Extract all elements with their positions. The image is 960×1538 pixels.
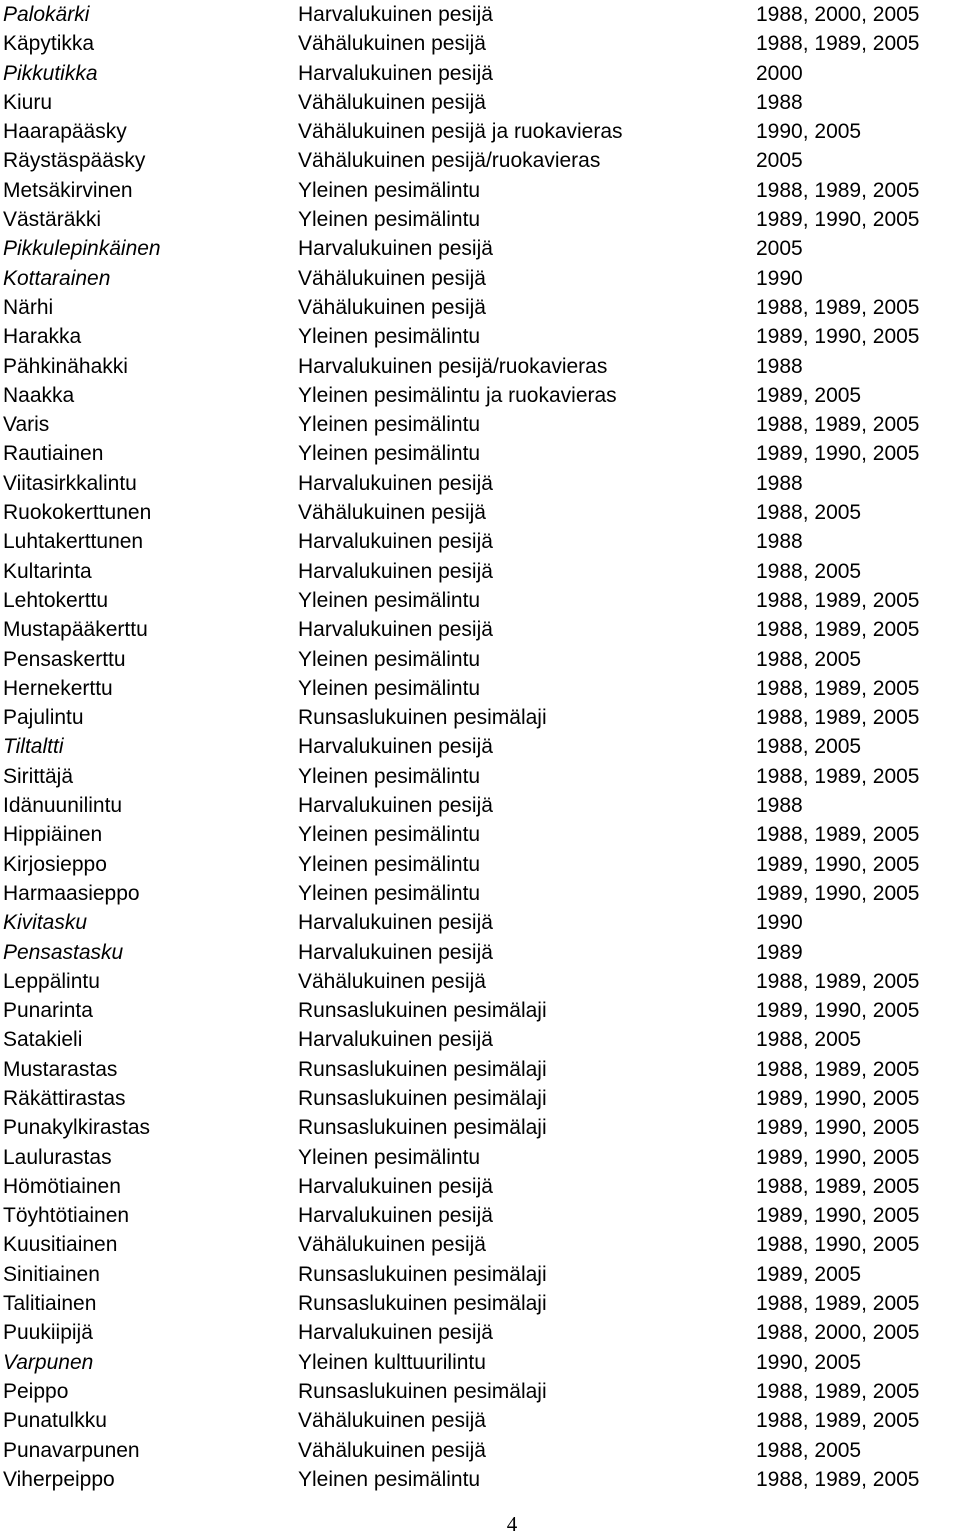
breeding-status: Yleinen pesimälintu <box>298 823 481 847</box>
species-name: Sinitiainen <box>3 1262 100 1286</box>
observation-years: 1990 <box>756 911 803 935</box>
observation-years: 2005 <box>756 237 803 261</box>
breeding-status: Harvalukuinen pesijä <box>298 237 493 261</box>
table-row <box>3 1465 958 1494</box>
page-number: 4 <box>506 1512 518 1536</box>
breeding-status: Harvalukuinen pesijä <box>298 471 493 495</box>
table-row <box>3 732 958 761</box>
species-name: Kottarainen <box>3 266 111 290</box>
species-name: Satakieli <box>3 1028 83 1052</box>
observation-years: 1988, 1989, 2005 <box>756 676 920 700</box>
table-row <box>3 439 958 468</box>
species-name: Talitiainen <box>3 1292 97 1316</box>
species-name: Naakka <box>3 383 75 407</box>
observation-years: 1988, 2005 <box>756 1028 862 1052</box>
breeding-status: Yleinen pesimälintu <box>298 1467 481 1491</box>
observation-years: 1989, 1990, 2005 <box>756 208 920 232</box>
table-row <box>3 908 958 937</box>
breeding-status: Vähälukuinen pesijä <box>298 90 486 114</box>
breeding-status: Runsaslukuinen pesimälaji <box>298 1086 547 1110</box>
species-name: Punarinta <box>3 999 93 1023</box>
table-row <box>3 1230 958 1259</box>
breeding-status: Yleinen pesimälintu <box>298 325 481 349</box>
table-row <box>3 1289 958 1318</box>
species-name: Viitasirkkalintu <box>3 471 137 495</box>
observation-years: 1988, 1989, 2005 <box>756 413 920 437</box>
breeding-status: Yleinen pesimälintu ja ruokavieras <box>298 383 617 407</box>
species-name: Pensastasku <box>3 940 124 964</box>
species-name: Punakylkirastas <box>3 1116 151 1140</box>
table-row <box>3 615 958 644</box>
species-name: Mustapääkerttu <box>3 618 148 642</box>
species-name: Pähkinähakki <box>3 354 128 378</box>
observation-years: 1989, 1990, 2005 <box>756 1145 920 1169</box>
breeding-status: Harvalukuinen pesijä <box>298 1204 493 1228</box>
breeding-status: Harvalukuinen pesijä <box>298 618 493 642</box>
species-name: Varis <box>3 413 50 437</box>
breeding-status: Harvalukuinen pesijä/ruokavieras <box>298 354 608 378</box>
species-name: Metsäkirvinen <box>3 178 133 202</box>
species-name: Hömötiainen <box>3 1174 121 1198</box>
table-row <box>3 498 958 527</box>
observation-years: 1989, 1990, 2005 <box>756 1116 920 1140</box>
observation-years: 1988, 2005 <box>756 501 862 525</box>
species-name: Varpunen <box>3 1350 94 1374</box>
observation-years: 1989, 1990, 2005 <box>756 1204 920 1228</box>
observation-years: 1988, 2000, 2005 <box>756 1321 920 1345</box>
table-row <box>3 820 958 849</box>
breeding-status: Harvalukuinen pesijä <box>298 530 493 554</box>
table-row <box>3 29 958 58</box>
species-name: Tiltaltti <box>3 735 64 759</box>
observation-years: 1988, 1989, 2005 <box>756 1057 920 1081</box>
breeding-status: Yleinen kulttuurilintu <box>298 1350 486 1374</box>
observation-years: 1988, 2000, 2005 <box>756 3 920 26</box>
table-row <box>3 791 958 820</box>
species-name: Haarapääsky <box>3 120 127 144</box>
breeding-status: Harvalukuinen pesijä <box>298 940 493 964</box>
breeding-status: Runsaslukuinen pesimälaji <box>298 1116 547 1140</box>
breeding-status: Runsaslukuinen pesimälaji <box>298 1057 547 1081</box>
breeding-status: Yleinen pesimälintu <box>298 676 481 700</box>
observation-years: 1989, 1990, 2005 <box>756 1086 920 1110</box>
observation-years: 1989, 1990, 2005 <box>756 881 920 905</box>
species-name: Rautiainen <box>3 442 104 466</box>
observation-years: 1988, 2005 <box>756 647 862 671</box>
observation-years: 1988, 2005 <box>756 1438 862 1462</box>
table-row <box>3 850 958 879</box>
species-name: Hernekerttu <box>3 676 113 700</box>
breeding-status: Vähälukuinen pesijä <box>298 501 486 525</box>
species-name: Kiuru <box>3 90 53 114</box>
observation-years: 1989 <box>756 940 803 964</box>
species-name: Töyhtötiainen <box>3 1204 130 1228</box>
breeding-status: Yleinen pesimälintu <box>298 178 481 202</box>
table-row <box>3 1143 958 1172</box>
breeding-status: Yleinen pesimälintu <box>298 881 481 905</box>
observation-years: 1988, 1989, 2005 <box>756 1409 920 1433</box>
observation-years: 1988, 1989, 2005 <box>756 1292 920 1316</box>
table-row <box>3 59 958 88</box>
species-name: Sirittäjä <box>3 764 74 788</box>
species-name: Punavarpunen <box>3 1438 140 1462</box>
table-row <box>3 557 958 586</box>
table-row <box>3 1084 958 1113</box>
species-name: Harmaasieppo <box>3 881 140 905</box>
breeding-status: Vähälukuinen pesijä ja ruokavieras <box>298 120 623 144</box>
table-row <box>3 938 958 967</box>
species-table <box>3 0 958 1494</box>
observation-years: 1989, 2005 <box>756 383 862 407</box>
table-row <box>3 264 958 293</box>
species-name: Punatulkku <box>3 1409 107 1433</box>
observation-years: 1988, 1989, 2005 <box>756 618 920 642</box>
observation-years: 1989, 1990, 2005 <box>756 442 920 466</box>
breeding-status: Runsaslukuinen pesimälaji <box>298 999 547 1023</box>
species-name: Ruokokerttunen <box>3 501 152 525</box>
observation-years: 1988 <box>756 530 803 554</box>
breeding-status: Yleinen pesimälintu <box>298 852 481 876</box>
species-name: Närhi <box>3 295 54 319</box>
species-name: Pensaskerttu <box>3 647 126 671</box>
observation-years: 1990 <box>756 266 803 290</box>
species-name: Viherpeippo <box>3 1467 115 1491</box>
species-name: Mustarastas <box>3 1057 118 1081</box>
table-row <box>3 879 958 908</box>
species-name: Lehtokerttu <box>3 588 109 612</box>
observation-years: 1989, 1990, 2005 <box>756 999 920 1023</box>
observation-years: 1988, 1989, 2005 <box>756 764 920 788</box>
species-name: Puukiipijä <box>3 1321 93 1345</box>
observation-years: 1988, 1989, 2005 <box>756 178 920 202</box>
observation-years: 1988, 1989, 2005 <box>756 1174 920 1198</box>
species-name: Idänuunilintu <box>3 794 123 818</box>
observation-years: 1990, 2005 <box>756 1350 862 1374</box>
observation-years: 1988 <box>756 794 803 818</box>
table-row <box>3 1348 958 1377</box>
table-row <box>3 410 958 439</box>
species-name: Pajulintu <box>3 706 84 730</box>
observation-years: 1988, 1989, 2005 <box>756 588 920 612</box>
species-name: Palokärki <box>3 3 90 26</box>
table-row <box>3 1025 958 1054</box>
table-row <box>3 674 958 703</box>
observation-years: 1988, 1989, 2005 <box>756 1467 920 1491</box>
species-name: Hippiäinen <box>3 823 103 847</box>
observation-years: 1988 <box>756 354 803 378</box>
observation-years: 1989, 1990, 2005 <box>756 852 920 876</box>
breeding-status: Vähälukuinen pesijä <box>298 32 486 56</box>
table-row <box>3 117 958 146</box>
breeding-status: Harvalukuinen pesijä <box>298 911 493 935</box>
breeding-status: Runsaslukuinen pesimälaji <box>298 706 547 730</box>
breeding-status: Harvalukuinen pesijä <box>298 1028 493 1052</box>
table-row <box>3 322 958 351</box>
breeding-status: Yleinen pesimälintu <box>298 764 481 788</box>
table-row <box>3 1172 958 1201</box>
species-name: Västäräkki <box>3 208 102 232</box>
species-name: Kivitasku <box>3 911 88 935</box>
breeding-status: Runsaslukuinen pesimälaji <box>298 1262 547 1286</box>
table-row <box>3 0 958 29</box>
breeding-status: Yleinen pesimälintu <box>298 413 481 437</box>
observation-years: 1988, 2005 <box>756 735 862 759</box>
observation-years: 2000 <box>756 61 803 85</box>
table-row <box>3 1055 958 1084</box>
species-name: Kuusitiainen <box>3 1233 118 1257</box>
species-name: Leppälintu <box>3 969 100 993</box>
table-row <box>3 352 958 381</box>
observation-years: 1988, 1989, 2005 <box>756 32 920 56</box>
table-row <box>3 967 958 996</box>
species-name: Räkättirastas <box>3 1086 126 1110</box>
observation-years: 2005 <box>756 149 803 173</box>
breeding-status: Harvalukuinen pesijä <box>298 3 493 26</box>
table-row <box>3 381 958 410</box>
breeding-status: Yleinen pesimälintu <box>298 588 481 612</box>
species-name: Pikkulepinkäinen <box>3 237 161 261</box>
breeding-status: Harvalukuinen pesijä <box>298 735 493 759</box>
observation-years: 1988, 2005 <box>756 559 862 583</box>
observation-years: 1988, 1989, 2005 <box>756 706 920 730</box>
table-row <box>3 1436 958 1465</box>
table-row <box>3 703 958 732</box>
table-row <box>3 1406 958 1435</box>
table-row <box>3 1377 958 1406</box>
breeding-status: Vähälukuinen pesijä <box>298 266 486 290</box>
table-row <box>3 88 958 117</box>
breeding-status: Runsaslukuinen pesimälaji <box>298 1292 547 1316</box>
species-name: Kultarinta <box>3 559 92 583</box>
species-name: Räystäspääsky <box>3 149 146 173</box>
breeding-status: Runsaslukuinen pesimälaji <box>298 1379 547 1403</box>
table-row <box>3 996 958 1025</box>
breeding-status: Harvalukuinen pesijä <box>298 1321 493 1345</box>
species-name: Laulurastas <box>3 1145 112 1169</box>
table-row <box>3 293 958 322</box>
species-name: Pikkutikka <box>3 61 98 85</box>
observation-years: 1988, 1989, 2005 <box>756 823 920 847</box>
observation-years: 1989, 2005 <box>756 1262 862 1286</box>
breeding-status: Harvalukuinen pesijä <box>298 794 493 818</box>
observation-years: 1988, 1989, 2005 <box>756 295 920 319</box>
breeding-status: Harvalukuinen pesijä <box>298 559 493 583</box>
breeding-status: Harvalukuinen pesijä <box>298 61 493 85</box>
table-row <box>3 146 958 175</box>
observation-years: 1989, 1990, 2005 <box>756 325 920 349</box>
species-name: Käpytikka <box>3 32 95 56</box>
breeding-status: Yleinen pesimälintu <box>298 1145 481 1169</box>
breeding-status: Vähälukuinen pesijä <box>298 1409 486 1433</box>
observation-years: 1988 <box>756 90 803 114</box>
breeding-status: Yleinen pesimälintu <box>298 442 481 466</box>
table-row <box>3 176 958 205</box>
table-row <box>3 1260 958 1289</box>
breeding-status: Harvalukuinen pesijä <box>298 1174 493 1198</box>
observation-years: 1988, 1989, 2005 <box>756 969 920 993</box>
table-row <box>3 1318 958 1347</box>
observation-years: 1988 <box>756 471 803 495</box>
table-row <box>3 1201 958 1230</box>
table-row <box>3 527 958 556</box>
breeding-status: Vähälukuinen pesijä <box>298 969 486 993</box>
table-row <box>3 205 958 234</box>
table-row <box>3 586 958 615</box>
table-row <box>3 1113 958 1142</box>
species-name: Harakka <box>3 325 82 349</box>
breeding-status: Yleinen pesimälintu <box>298 647 481 671</box>
breeding-status: Vähälukuinen pesijä/ruokavieras <box>298 149 601 173</box>
breeding-status: Vähälukuinen pesijä <box>298 1438 486 1462</box>
breeding-status: Vähälukuinen pesijä <box>298 1233 486 1257</box>
observation-years: 1988, 1990, 2005 <box>756 1233 920 1257</box>
species-name: Peippo <box>3 1379 69 1403</box>
table-row <box>3 645 958 674</box>
observation-years: 1990, 2005 <box>756 120 862 144</box>
table-row <box>3 762 958 791</box>
species-name: Kirjosieppo <box>3 852 107 876</box>
table-row <box>3 234 958 263</box>
table-row <box>3 469 958 498</box>
breeding-status: Vähälukuinen pesijä <box>298 295 486 319</box>
breeding-status: Yleinen pesimälintu <box>298 208 481 232</box>
species-name: Luhtakerttunen <box>3 530 144 554</box>
observation-years: 1988, 1989, 2005 <box>756 1379 920 1403</box>
